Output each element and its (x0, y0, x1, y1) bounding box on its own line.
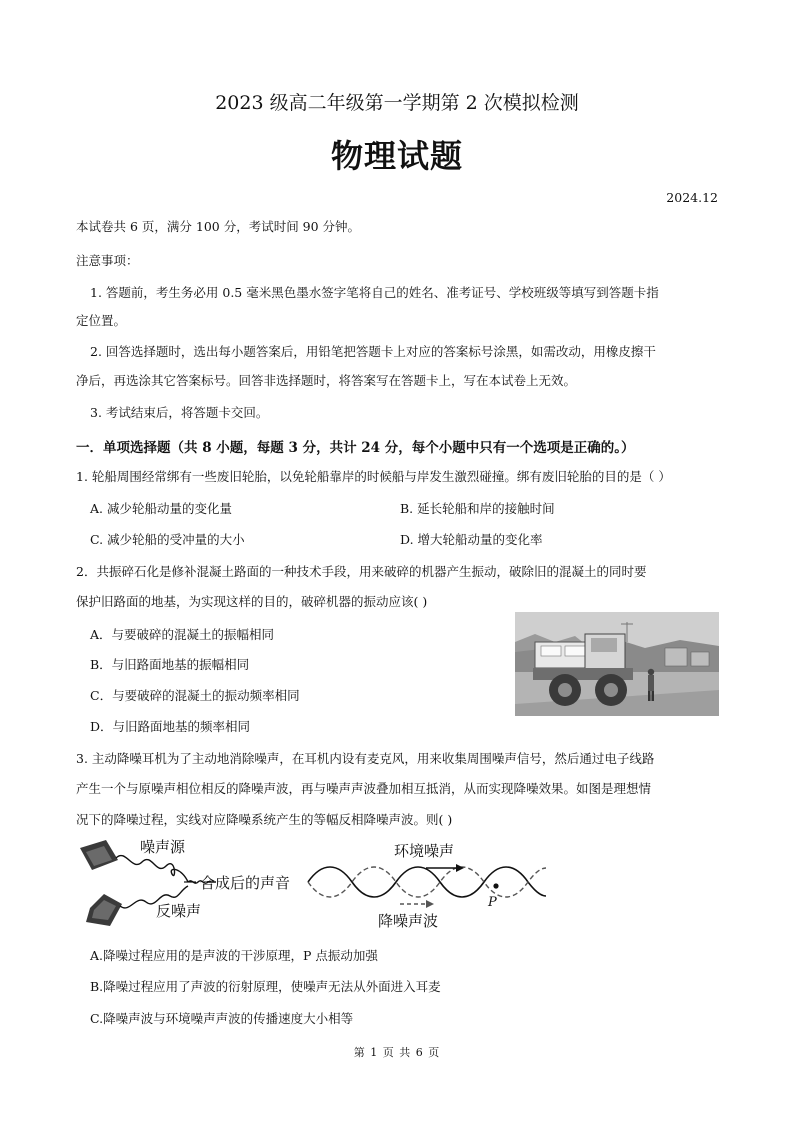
exam-subtitle: 2023 级高二年级第一学期第 2 次模拟检测 (215, 92, 579, 114)
exam-summary: 本试卷共 6 页，满分 100 分，考试时间 90 分钟。 (76, 219, 361, 234)
arrow-right-icon (426, 900, 434, 908)
notes-heading: 注意事项： (76, 253, 139, 268)
speaker-icon (86, 894, 122, 926)
exam-date: 2024.12 (666, 190, 718, 205)
label-combined-sound: 合成后的声音 (200, 874, 291, 892)
q3-option-b: B.降噪过程应用了声波的衍射原理，使噪声无法从外面进入耳麦 (90, 979, 441, 994)
label-env-noise: 环境噪声 (394, 842, 455, 860)
label-anti-wave: 降噪声波 (378, 912, 439, 930)
q1-option-a: A. 减少轮船动量的变化量 (90, 501, 232, 516)
note-1-line-2: 定位置。 (76, 313, 127, 328)
q2-stem-line-1: 2．共振碎石化是修补混凝土路面的一种技术手段，用来破碎的机器产生振动，破除旧的混凝土的同时要 (76, 564, 647, 579)
q3-stem-line-1: 3. 主动降噪耳机为了主动地消除噪声，在耳机内设有麦克风，用来收集周围噪声信号，然后通过电子线路 (76, 751, 655, 766)
q3-option-a: A.降噪过程应用的是声波的干涉原理，P 点振动加强 (90, 948, 378, 963)
note-2-line-2: 净后，再选涂其它答案标号。回答非选择题时，将答案写在答题卡上，写在本试卷上无效。 (76, 373, 577, 388)
q2-option-d: D．与旧路面地基的频率相同 (90, 719, 251, 734)
q3-stem-line-3: 况下的降噪过程，实线对应降噪系统产生的等幅反相降噪声波。则( ) (76, 812, 453, 827)
note-1-line-1: 1. 答题前，考生务必用 0.5 毫米黑色墨水签字笔将自己的姓名、准考证号、学校班级等填写到答题卡指 (90, 285, 659, 300)
q3-stem-line-2: 产生一个与原噪声相位相反的降噪声波，再与噪声声波叠加相互抵消，从而实现降噪效果。如图是理想情 (76, 781, 652, 796)
page-title: 物理试题 (330, 137, 463, 175)
q2-machine-photo (515, 612, 719, 716)
point-p-marker (493, 883, 498, 888)
q1-stem: 1. 轮船周围经常绑有一些废旧轮胎，以免轮船靠岸的时候船与岸发生激烈碰撞。绑有废旧轮胎的目的是（ ） (76, 469, 671, 484)
page-number: 第 1 页 共 6 页 (353, 1046, 441, 1059)
q3-option-c: C.降噪声波与环境噪声声波的传播速度大小相等 (90, 1011, 354, 1026)
q1-option-b: B. 延长轮船和岸的接触时间 (400, 501, 555, 516)
note-2-line-1: 2. 回答选择题时，选出每小题答案后，用铅笔把答题卡上对应的答案标号涂黑，如需改动，用橡皮擦干 (90, 344, 656, 359)
q1-option-d: D. 增大轮船动量的变化率 (400, 532, 543, 547)
speaker-icon (80, 840, 118, 870)
q2-option-a: A．与要破碎的混凝土的振幅相同 (90, 627, 275, 642)
label-point-p: P (488, 895, 497, 910)
section-1-heading: 一．单项选择题（共 8 小题，每题 3 分，共计 24 分，每个小题中只有一个选项是正确的。） (76, 440, 635, 456)
label-noise-source: 噪声源 (140, 838, 186, 856)
noise-wave-diagram (76, 838, 576, 934)
q2-option-c: C．与要破碎的混凝土的振动频率相同 (90, 688, 300, 703)
arrow-right-icon (456, 864, 464, 872)
note-3: 3. 考试结束后，将答题卡交回。 (90, 405, 269, 420)
q1-option-c: C. 减少轮船的受冲量的大小 (90, 532, 245, 547)
q2-stem-line-2: 保护旧路面的地基，为实现这样的目的，破碎机器的振动应该( ) (76, 594, 428, 609)
q2-option-b: B．与旧路面地基的振幅相同 (90, 657, 250, 672)
q3-noise-cancel-diagram (76, 838, 576, 934)
label-anti-noise: 反噪声 (156, 902, 202, 920)
road-machine-illustration (515, 612, 719, 716)
